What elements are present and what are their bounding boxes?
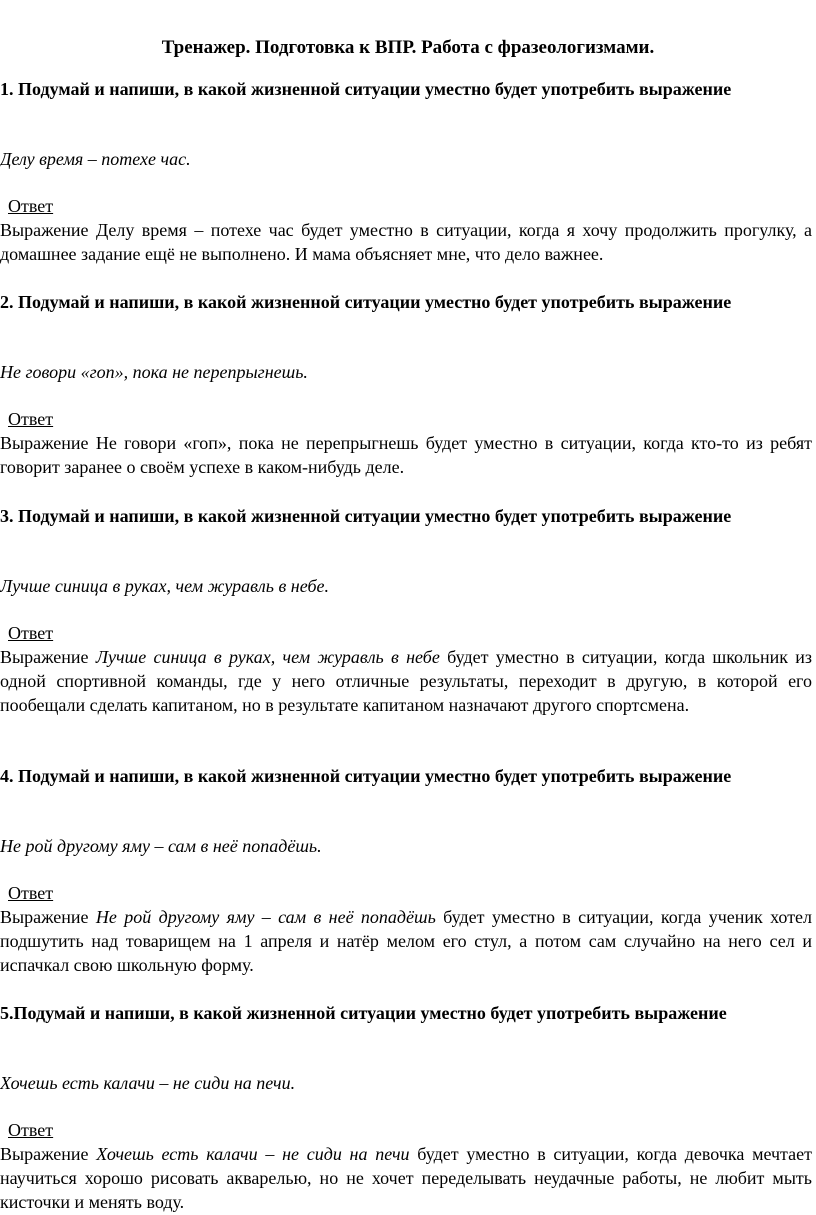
task-2-answer-phrase: Не говори «гоп», пока не перепрыгнешь <box>95 433 419 453</box>
answer-prefix: Выражение <box>0 647 89 667</box>
task-4-answer <box>0 905 812 977</box>
task-4-answer-phrase: Не рой другому яму – сам в неё попадёшь <box>95 907 436 927</box>
task-1 <box>0 78 812 101</box>
task-1-answer <box>0 218 812 266</box>
answer-prefix: Выражение <box>0 1144 89 1164</box>
task-3-phrase: Лучше синица в руках, чем журавль в небе. <box>0 576 330 596</box>
task-2-answer-text: будет уместно в ситуации, когда кто-то из ребят говорит заранее о своём успехе в каком-нибудь деле. <box>0 433 812 477</box>
task-4 <box>0 765 812 788</box>
task-4-answer-label: Ответ <box>8 883 54 903</box>
task-2-question: 2. Подумай и напиши, в какой жизненной ситуации уместно будет употребить выражение <box>0 292 732 312</box>
task-4-question: 4. Подумай и напиши, в какой жизненной ситуации уместно будет употребить выражение <box>0 766 732 786</box>
task-5-answer-phrase: Хочешь есть калачи – не сиди на печи <box>96 1144 410 1164</box>
task-1-phrase: Делу время – потехе час. <box>0 149 191 169</box>
task-1-answer-phrase: Делу время – потехе час <box>95 220 294 240</box>
task-2-answer-label: Ответ <box>8 409 54 429</box>
task-4-answer-text: будет уместно в ситуации, когда ученик хотел подшутить над товарищем на 1 апреля и натёр мелом его стул, а потом сам случайно на него сел и испачкал свою школьную форму. <box>0 907 813 975</box>
task-3-question: 3. Подумай и напиши, в какой жизненной ситуации уместно будет употребить выражение <box>0 506 732 526</box>
task-2-phrase: Не говори «гоп», пока не перепрыгнешь. <box>0 362 308 382</box>
page-title: Тренажер. Подготовка к ВПР. Работа с фразеологизмами. <box>161 37 655 58</box>
task-5-phrase: Хочешь есть калачи – не сиди на печи. <box>0 1073 296 1093</box>
answer-prefix: Выражение <box>0 433 89 453</box>
task-3-answer <box>0 645 812 717</box>
task-5-answer-text: будет уместно в ситуации, когда девочка мечтает научиться хорошо рисовать акварелью, но не хочет переделывать неудачные работы, не любит мыть кисточки и менять воду. <box>0 1144 812 1212</box>
answer-prefix: Выражение <box>0 907 89 927</box>
answer-prefix: Выражение <box>0 220 89 240</box>
task-1-answer-label: Ответ <box>8 196 54 216</box>
task-5-answer-label: Ответ <box>8 1120 54 1140</box>
task-5-answer <box>0 1142 812 1214</box>
task-3-answer-phrase: Лучше синица в руках, чем журавль в небе <box>95 647 440 667</box>
task-1-answer-text: будет уместно в ситуации, когда я хочу продолжить прогулку, а домашнее задание ещё не выполнено. И мама объясняет мне, что дело важнее. <box>0 220 813 264</box>
task-4-phrase: Не рой другому яму – сам в неё попадёшь. <box>0 836 322 856</box>
task-2 <box>0 291 812 314</box>
task-1-question: 1. Подумай и напиши, в какой жизненной ситуации уместно будет употребить выражение <box>0 79 732 99</box>
task-2-answer <box>0 431 812 479</box>
task-3-answer-label: Ответ <box>8 623 54 643</box>
task-3-answer-text: будет уместно в ситуации, когда школьник из одной спортивной команды, где у него отличные результаты, переходит в другую, в которой его пообещали сделать капитаном, но в результате капитаном назначают другого спортсмена. <box>0 647 813 715</box>
task-5-question: 5.Подумай и напиши, в какой жизненной ситуации уместно будет употребить выражение <box>0 1003 727 1023</box>
task-3 <box>0 505 812 528</box>
task-5 <box>0 1002 812 1025</box>
